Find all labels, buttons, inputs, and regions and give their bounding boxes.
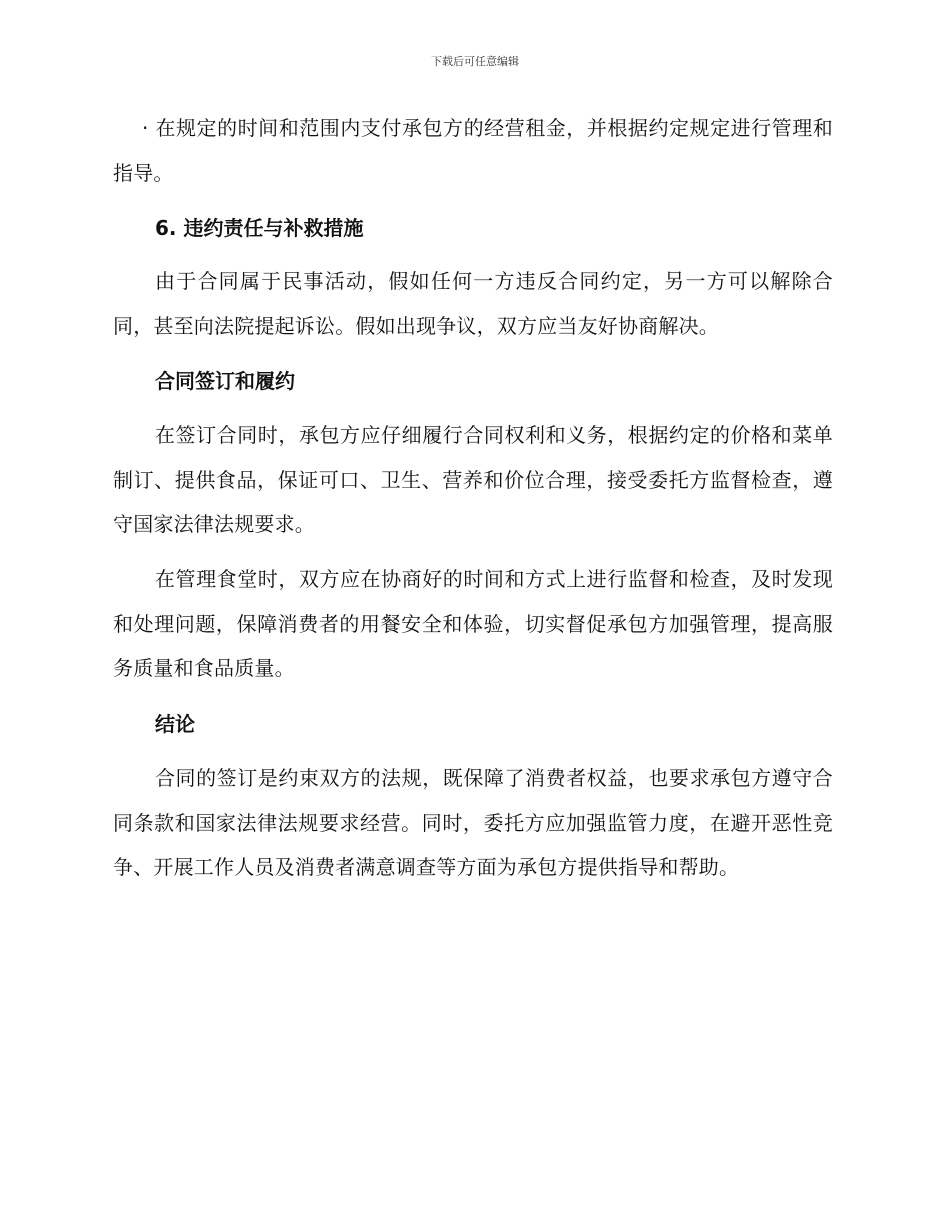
paragraph-signing: 在签订合同时，承包方应仔细履行合同权利和义务，根据约定的价格和菜单制订、提供食品，保证可口、卫生、营养和价位合理，接受委托方监督检查，遵守国家法律法规要求。 [113, 423, 833, 536]
section-heading-breach-liability: 6. 违约责任与补救措施 [155, 216, 364, 240]
paragraph-conclusion: 合同的签订是约束双方的法规，既保障了消费者权益，也要求承包方遵守合同条款和国家法律法规要求经营。同时，委托方应加强监管力度，在避开恶性竞争、开展工作人员及消费者满意调查等方面为承包方提供指导和帮助。 [113, 766, 833, 879]
paragraph-payment-duties: · 在规定的时间和范围内支付承包方的经营租金，并根据约定规定进行管理和指导。 [113, 116, 833, 185]
paragraph-breach-liability: 由于合同属于民事活动，假如任何一方违反合同约定，另一方可以解除合同，甚至向法院提起诉讼。假如出现争议，双方应当友好协商解决。 [113, 269, 833, 338]
section-heading-signing-performance: 合同签订和履约 [155, 369, 295, 393]
paragraph-management: 在管理食堂时，双方应在协商好的时间和方式上进行监督和检查，及时发现和处理问题，保障消费者的用餐安全和体验，切实督促承包方加强管理，提高服务质量和食品质量。 [113, 567, 833, 680]
page-header-note: 下载后可任意编辑 [431, 55, 519, 68]
section-heading-conclusion: 结论 [155, 712, 195, 736]
